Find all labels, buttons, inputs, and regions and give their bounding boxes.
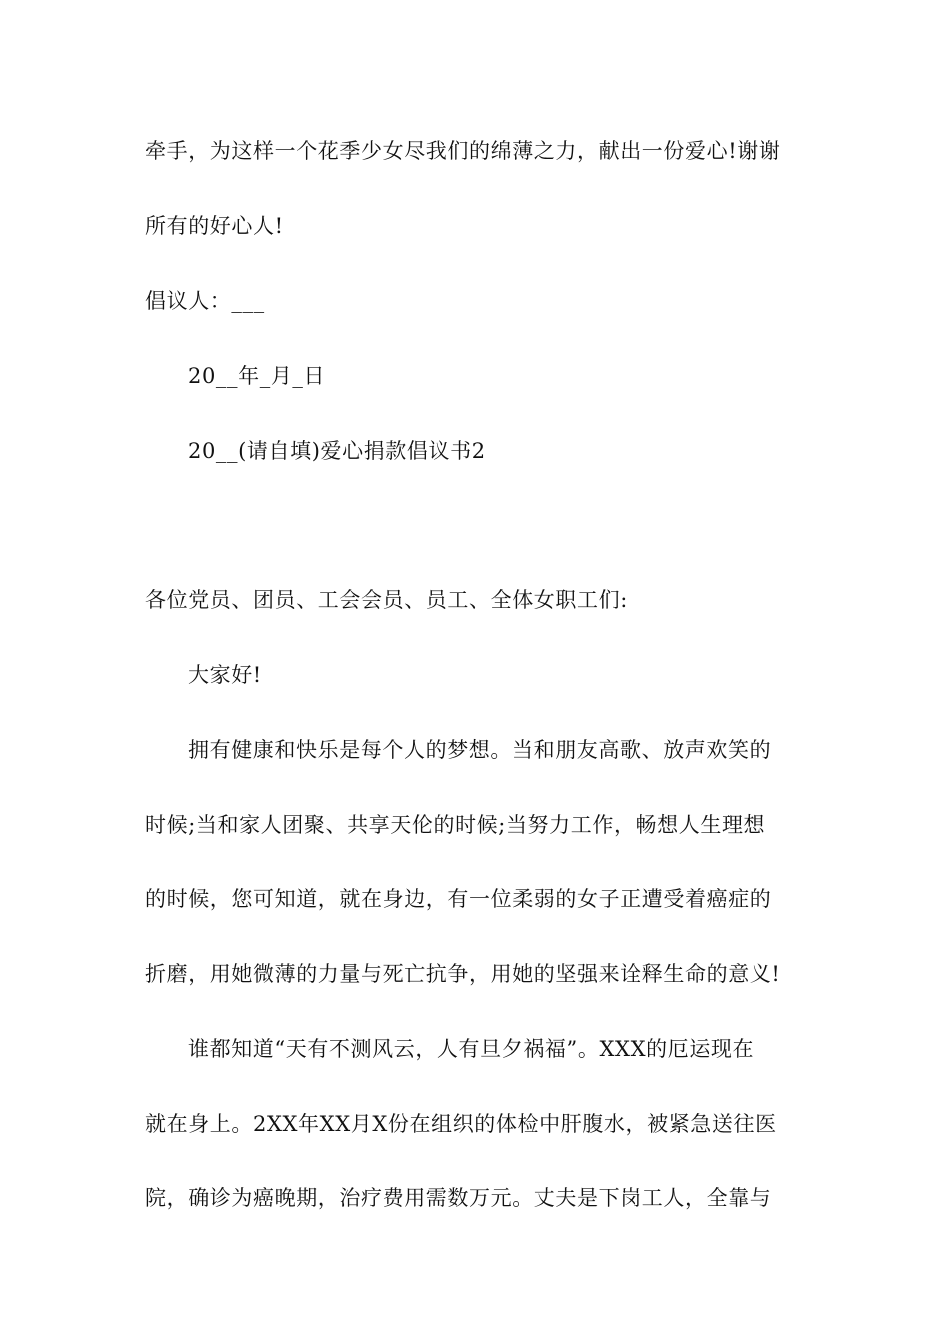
paragraph-line: 牵手，为这样一个花季少女尽我们的绵薄之力，献出一份爱心!谢谢 <box>145 139 781 163</box>
greeting: 大家好! <box>188 663 262 687</box>
paragraph-line: 时候;当和家人团聚、共享天伦的时候;当努力工作，畅想人生理想 <box>145 813 766 837</box>
salutation: 各位党员、团员、工会会员、员工、全体女职工们: <box>145 588 628 612</box>
paragraph-line: 拥有健康和快乐是每个人的梦想。当和朋友高歌、放声欢笑的 <box>188 738 772 762</box>
date-line: 20__年_月_日 <box>188 364 326 388</box>
paragraph-line: 的时候，您可知道，就在身边，有一位柔弱的女子正遭受着癌症的 <box>145 887 772 911</box>
section-title: 20__(请自填)爱心捐款倡议书2 <box>188 439 486 463</box>
paragraph-line: 就在身上。2XX年XX月X份在组织的体检中肝腹水，被紧急送往医 <box>145 1112 777 1136</box>
paragraph-line: 谁都知道“天有不测风云，人有旦夕祸福”。XXX的厄运现在 <box>188 1037 755 1061</box>
paragraph-line: 院，确诊为癌晚期，治疗费用需数万元。丈夫是下岗工人，全靠与 <box>145 1186 772 1210</box>
paragraph-line: 折磨，用她微薄的力量与死亡抗争，用她的坚强来诠释生命的意义! <box>145 962 781 986</box>
initiator-line: 倡议人：___ <box>145 289 265 313</box>
paragraph-line: 所有的好心人! <box>145 214 284 238</box>
